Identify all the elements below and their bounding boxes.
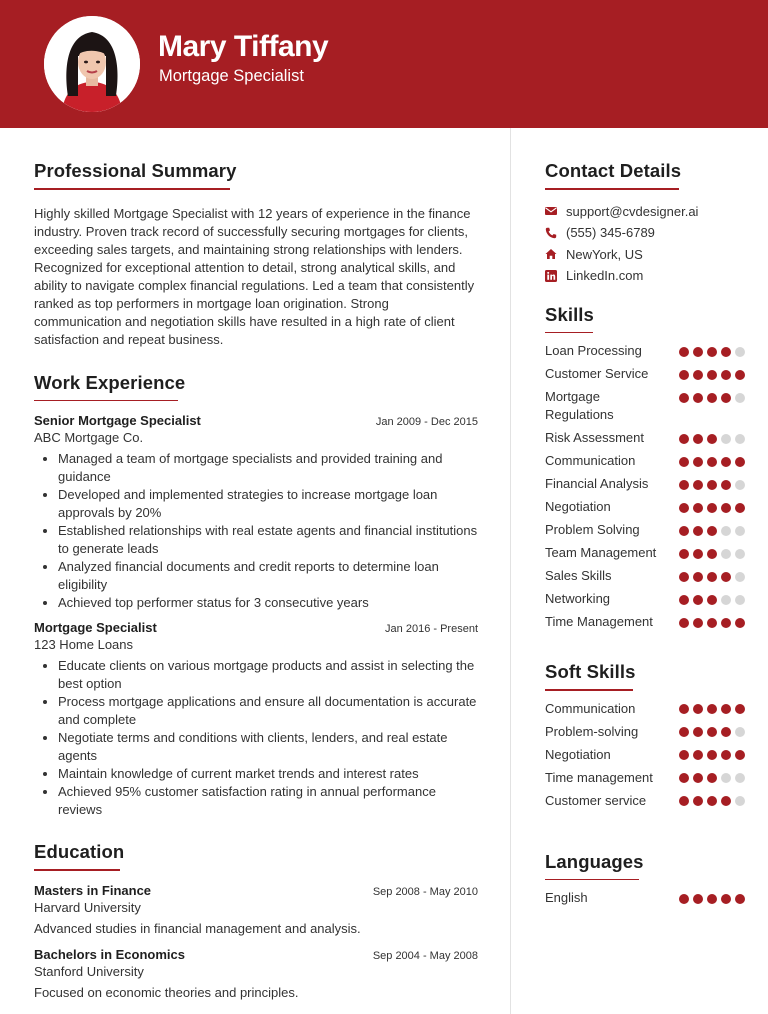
education-entry bbox=[34, 947, 478, 1002]
rating-dot bbox=[679, 347, 689, 357]
skill-row bbox=[545, 498, 745, 516]
rating-dot bbox=[721, 704, 731, 714]
rating-dot bbox=[693, 480, 703, 490]
job-bullet: • Managed a team of mortgage specialists and provided training and guidance bbox=[58, 450, 478, 486]
skill-name: Loan Processing bbox=[545, 343, 642, 358]
job-entry bbox=[34, 620, 478, 819]
rating-dot bbox=[693, 796, 703, 806]
profile-photo-illustration bbox=[44, 16, 140, 112]
skill-name: Time Management bbox=[545, 614, 653, 629]
rating-dot bbox=[735, 526, 745, 536]
skill-row bbox=[545, 700, 745, 718]
rating-dot bbox=[735, 750, 745, 760]
skill-rating bbox=[679, 746, 745, 761]
contact-underline bbox=[545, 188, 679, 190]
skill-name: Sales Skills bbox=[545, 568, 612, 583]
skill-rating bbox=[679, 792, 745, 807]
skill-name: Time management bbox=[545, 769, 653, 785]
rating-dot bbox=[721, 434, 731, 444]
skill-row bbox=[545, 889, 745, 907]
skill-rating bbox=[679, 723, 745, 738]
side-column bbox=[545, 160, 745, 912]
rating-dot bbox=[693, 618, 703, 628]
rating-dot bbox=[693, 434, 703, 444]
skill-rating bbox=[679, 475, 745, 490]
rating-dot bbox=[707, 595, 717, 605]
education-description: Advanced studies in financial management and analysis. bbox=[34, 920, 361, 936]
rating-dot bbox=[707, 393, 717, 403]
rating-dot bbox=[735, 796, 745, 806]
summary-text: Highly skilled Mortgage Specialist with 12 years of experience in the finance industry. Proven track record of successfully securing mortgages for clients, exceeding sales targets, and maintaining strong relationships with lenders. Recognized for exceptional attention to detail, strong analytical skills, and ability to navigate complex financial regulations. Led a team that consistently ranked as top performers in mortgage loan origination. Strong communication and negotiation skills have resulted in a high rate of client satisfaction and repeat business. bbox=[34, 205, 475, 347]
soft-skills-list bbox=[545, 700, 745, 810]
school-name: Stanford University bbox=[34, 963, 144, 979]
rating-dot bbox=[693, 894, 703, 904]
skill-name: Negotiation bbox=[545, 499, 611, 514]
rating-dot bbox=[707, 750, 717, 760]
rating-dot bbox=[735, 549, 745, 559]
rating-dot bbox=[679, 773, 689, 783]
rating-dot bbox=[707, 704, 717, 714]
rating-dot bbox=[679, 549, 689, 559]
rating-dot bbox=[721, 618, 731, 628]
rating-dot bbox=[679, 526, 689, 536]
contact-text: (555) 345-6789 bbox=[566, 225, 655, 241]
skill-row bbox=[545, 567, 745, 585]
skill-rating bbox=[679, 521, 745, 536]
rating-dot bbox=[735, 480, 745, 490]
rating-dot bbox=[707, 727, 717, 737]
skill-name: Negotiation bbox=[545, 746, 611, 762]
skill-name: Communication bbox=[545, 700, 636, 716]
rating-dot bbox=[735, 572, 745, 582]
skill-row bbox=[545, 521, 745, 539]
contact-linkedin[interactable] bbox=[545, 265, 745, 287]
rating-dot bbox=[735, 894, 745, 904]
skill-rating bbox=[679, 700, 745, 715]
skill-row bbox=[545, 452, 745, 470]
skill-row bbox=[545, 590, 745, 608]
rating-dot bbox=[679, 750, 689, 760]
job-bullet: • Process mortgage applications and ensure all documentation is accurate and complete bbox=[58, 693, 478, 729]
skill-rating bbox=[679, 388, 745, 403]
skill-row bbox=[545, 723, 745, 741]
rating-dot bbox=[707, 773, 717, 783]
rating-dot bbox=[721, 595, 731, 605]
rating-dot bbox=[679, 727, 689, 737]
rating-dot bbox=[679, 457, 689, 467]
rating-dot bbox=[679, 595, 689, 605]
skill-row bbox=[545, 613, 745, 631]
rating-dot bbox=[707, 894, 717, 904]
rating-dot bbox=[735, 773, 745, 783]
education-entry bbox=[34, 883, 478, 938]
rating-dot bbox=[679, 370, 689, 380]
education-dates: Sep 2004 - May 2008 bbox=[372, 949, 478, 962]
rating-dot bbox=[693, 457, 703, 467]
rating-dot bbox=[693, 572, 703, 582]
skill-rating bbox=[679, 429, 745, 444]
summary-heading: Professional Summary bbox=[34, 160, 237, 181]
rating-dot bbox=[735, 595, 745, 605]
rating-dot bbox=[721, 549, 731, 559]
job-title: Senior Mortgage Specialist bbox=[34, 413, 201, 428]
rating-dot bbox=[735, 370, 745, 380]
rating-dot bbox=[693, 727, 703, 737]
rating-dot bbox=[707, 347, 717, 357]
skill-rating bbox=[679, 498, 745, 513]
job-dates: Jan 2009 - Dec 2015 bbox=[375, 416, 478, 428]
rating-dot bbox=[721, 796, 731, 806]
job-bullet: • Analyzed financial documents and credit reports to determine loan eligibility bbox=[58, 558, 478, 594]
job-company: ABC Mortgage Co. bbox=[34, 430, 144, 445]
experience-underline bbox=[34, 400, 178, 402]
rating-dot bbox=[707, 572, 717, 582]
skill-row bbox=[545, 544, 745, 562]
school-name: Harvard University bbox=[34, 899, 141, 915]
skills-heading: Skills bbox=[545, 303, 594, 325]
rating-dot bbox=[693, 503, 703, 513]
experience-section bbox=[34, 372, 478, 820]
job-company: 123 Home Loans bbox=[34, 637, 134, 652]
rating-dot bbox=[679, 393, 689, 403]
education-heading: Education bbox=[34, 841, 125, 862]
envelope-icon bbox=[545, 205, 557, 217]
job-bullet: • Achieved 95% customer satisfaction rating in annual performance reviews bbox=[58, 783, 478, 819]
languages-underline bbox=[545, 879, 639, 881]
education-dates: Sep 2008 - May 2010 bbox=[372, 885, 478, 898]
job-bullets bbox=[34, 450, 478, 612]
rating-dot bbox=[721, 526, 731, 536]
rating-dot bbox=[693, 773, 703, 783]
degree-title: Masters in Finance bbox=[34, 882, 152, 898]
summary-underline bbox=[34, 188, 230, 190]
rating-dot bbox=[721, 393, 731, 403]
skill-rating bbox=[679, 342, 745, 357]
skill-name: Customer Service bbox=[545, 366, 649, 381]
job-bullet: • Developed and implemented strategies to increase mortgage loan approvals by 20% bbox=[58, 486, 478, 522]
skill-row bbox=[545, 429, 745, 447]
rating-dot bbox=[721, 480, 731, 490]
job-bullets bbox=[34, 657, 478, 819]
rating-dot bbox=[693, 526, 703, 536]
rating-dot bbox=[707, 457, 717, 467]
main-column bbox=[34, 160, 478, 1002]
rating-dot bbox=[693, 393, 703, 403]
rating-dot bbox=[721, 347, 731, 357]
rating-dot bbox=[721, 894, 731, 904]
skill-row bbox=[545, 475, 745, 493]
contact-phone[interactable] bbox=[545, 222, 745, 244]
soft-skills-underline bbox=[545, 689, 633, 691]
degree-title: Bachelors in Economics bbox=[34, 946, 185, 962]
skills-section bbox=[545, 304, 745, 632]
skill-rating bbox=[679, 613, 745, 628]
skill-name: Problem Solving bbox=[545, 522, 640, 537]
rating-dot bbox=[679, 480, 689, 490]
skill-rating bbox=[679, 544, 745, 559]
job-bullet: • Maintain knowledge of current market trends and interest rates bbox=[58, 765, 478, 783]
job-title: Mortgage Specialist bbox=[34, 620, 157, 635]
skill-row bbox=[545, 792, 745, 810]
rating-dot bbox=[735, 434, 745, 444]
job-bullet: • Achieved top performer status for 3 consecutive years bbox=[58, 594, 478, 612]
language-rating bbox=[679, 889, 745, 904]
skill-name: Risk Assessment bbox=[545, 430, 644, 445]
home-icon bbox=[545, 248, 557, 260]
skill-rating bbox=[679, 452, 745, 467]
language-name: English bbox=[545, 890, 588, 905]
skill-row bbox=[545, 342, 745, 360]
job-bullet: • Established relationships with real estate agents and financial institutions to generate leads bbox=[58, 522, 478, 558]
skill-name: Problem-solving bbox=[545, 723, 639, 739]
column-divider bbox=[510, 128, 511, 1014]
skill-name: Communication bbox=[545, 453, 636, 468]
skill-rating bbox=[679, 769, 745, 784]
contact-heading: Contact Details bbox=[545, 160, 682, 181]
rating-dot bbox=[735, 393, 745, 403]
rating-dot bbox=[721, 503, 731, 513]
rating-dot bbox=[735, 457, 745, 467]
soft-skills-heading: Soft Skills bbox=[545, 661, 636, 682]
rating-dot bbox=[693, 750, 703, 760]
rating-dot bbox=[679, 704, 689, 714]
rating-dot bbox=[721, 370, 731, 380]
rating-dot bbox=[721, 750, 731, 760]
rating-dot bbox=[735, 618, 745, 628]
candidate-name: Mary Tiffany bbox=[158, 30, 329, 63]
job-bullet: • Educate clients on various mortgage products and assist in selecting the best option bbox=[58, 657, 478, 693]
rating-dot bbox=[707, 480, 717, 490]
rating-dot bbox=[707, 796, 717, 806]
skill-row bbox=[545, 365, 745, 383]
job-entry bbox=[34, 413, 478, 612]
rating-dot bbox=[707, 618, 717, 628]
rating-dot bbox=[707, 503, 717, 513]
linkedin-icon bbox=[545, 270, 557, 282]
skill-row bbox=[545, 769, 745, 787]
rating-dot bbox=[693, 595, 703, 605]
rating-dot bbox=[735, 704, 745, 714]
rating-dot bbox=[721, 727, 731, 737]
rating-dot bbox=[707, 526, 717, 536]
skills-underline bbox=[545, 332, 593, 334]
rating-dot bbox=[735, 347, 745, 357]
skill-name: Team Management bbox=[545, 545, 657, 560]
job-bullet: • Negotiate terms and conditions with clients, lenders, and real estate agents bbox=[58, 729, 478, 765]
education-section bbox=[34, 841, 478, 1002]
skill-name: Financial Analysis bbox=[545, 476, 649, 491]
rating-dot bbox=[679, 572, 689, 582]
resume-header bbox=[0, 0, 768, 128]
rating-dot bbox=[707, 434, 717, 444]
rating-dot bbox=[707, 549, 717, 559]
experience-heading: Work Experience bbox=[34, 371, 186, 393]
contact-text: support@cvdesigner.ai bbox=[566, 203, 699, 219]
rating-dot bbox=[707, 370, 717, 380]
contact-text: LinkedIn.com bbox=[566, 268, 644, 284]
contact-location bbox=[545, 244, 745, 266]
rating-dot bbox=[679, 894, 689, 904]
soft-skills-section bbox=[545, 661, 745, 810]
skill-row bbox=[545, 388, 745, 424]
rating-dot bbox=[679, 796, 689, 806]
rating-dot bbox=[679, 503, 689, 513]
skill-name: Customer service bbox=[545, 792, 647, 808]
skill-rating bbox=[679, 365, 745, 380]
languages-heading: Languages bbox=[545, 850, 644, 872]
rating-dot bbox=[679, 434, 689, 444]
skill-name: Mortgage Regulations bbox=[545, 389, 614, 422]
skill-row bbox=[545, 746, 745, 764]
summary-section bbox=[34, 160, 478, 349]
rating-dot bbox=[721, 457, 731, 467]
rating-dot bbox=[679, 618, 689, 628]
education-underline bbox=[34, 869, 120, 871]
job-dates: Jan 2016 - Present bbox=[385, 623, 478, 635]
contact-email[interactable] bbox=[545, 201, 745, 223]
rating-dot bbox=[735, 503, 745, 513]
skill-name: Networking bbox=[545, 591, 611, 606]
skill-rating bbox=[679, 567, 745, 582]
rating-dot bbox=[721, 572, 731, 582]
phone-icon bbox=[545, 227, 557, 239]
languages-list bbox=[545, 889, 745, 907]
rating-dot bbox=[693, 370, 703, 380]
candidate-role: Mortgage Specialist bbox=[159, 67, 304, 85]
rating-dot bbox=[693, 549, 703, 559]
education-description: Focused on economic theories and principles. bbox=[34, 984, 299, 1000]
rating-dot bbox=[693, 347, 703, 357]
skills-list bbox=[545, 342, 745, 631]
skill-rating bbox=[679, 590, 745, 605]
rating-dot bbox=[721, 773, 731, 783]
contact-text: NewYork, US bbox=[566, 246, 643, 262]
languages-section bbox=[545, 851, 745, 908]
rating-dot bbox=[735, 727, 745, 737]
contact-section bbox=[545, 160, 745, 287]
profile-photo bbox=[44, 16, 140, 112]
rating-dot bbox=[693, 704, 703, 714]
